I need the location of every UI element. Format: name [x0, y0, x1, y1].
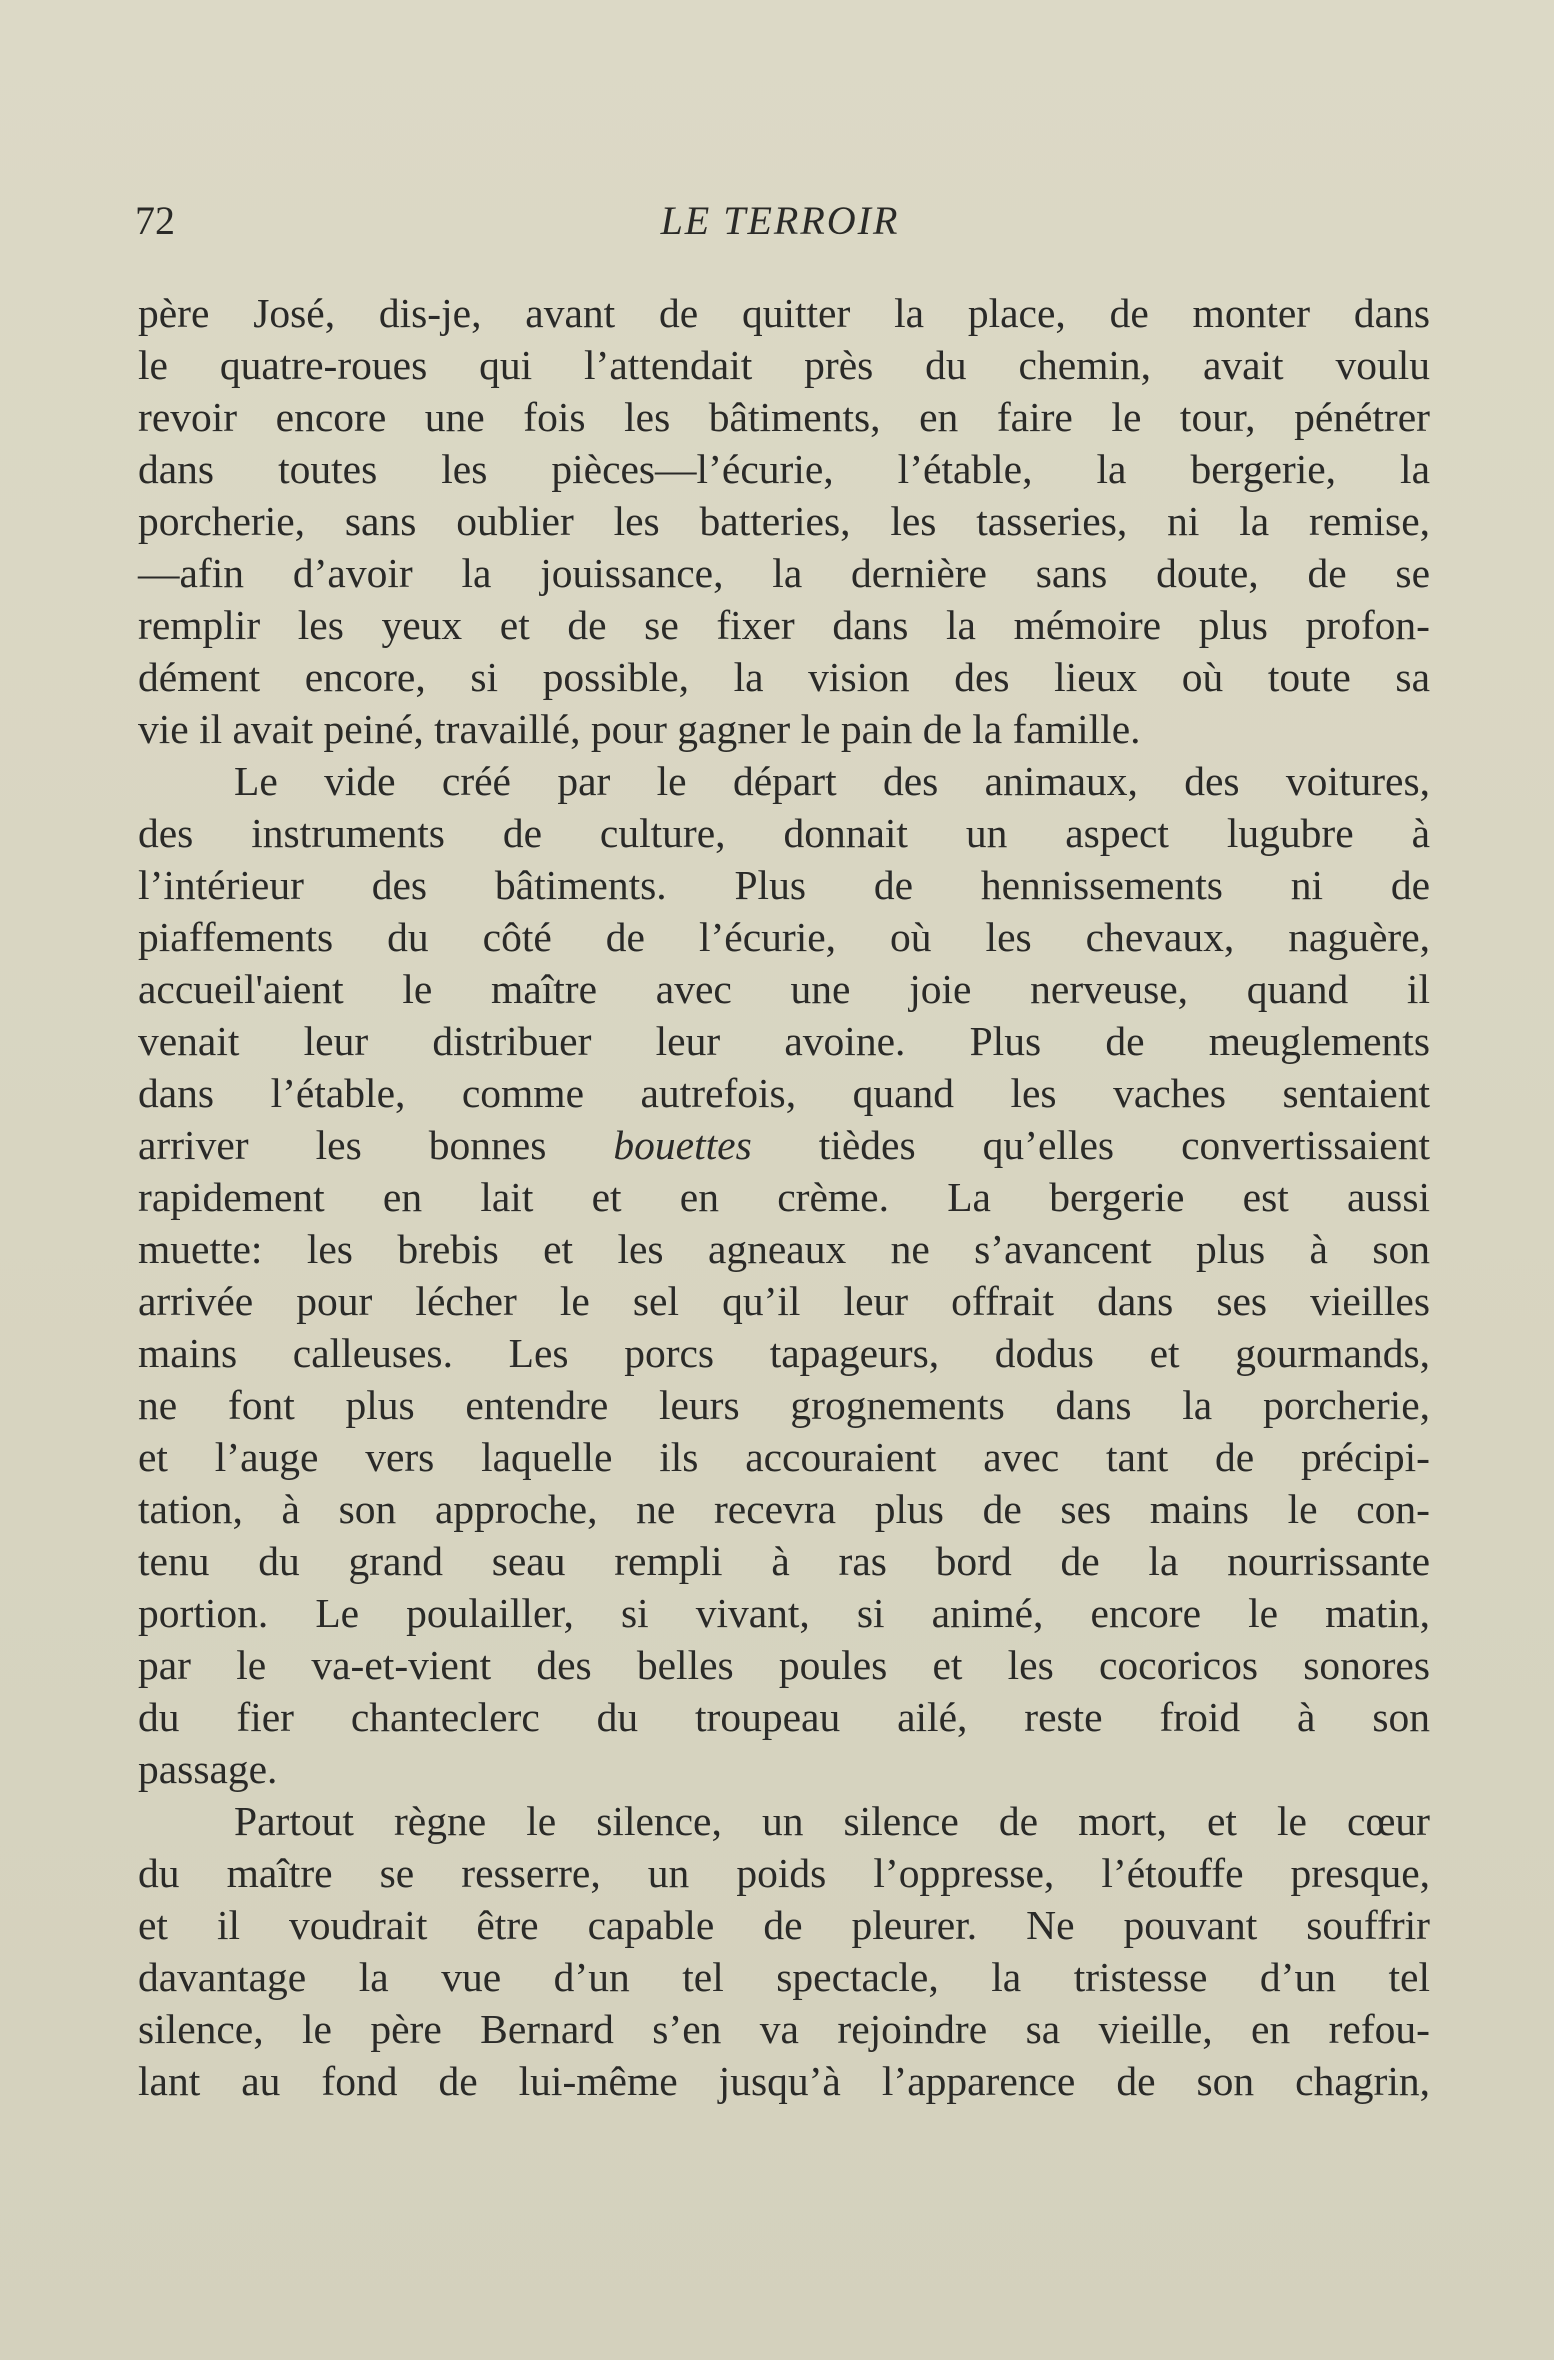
text-line: père José, dis-je, avant de quitter la place, de monter dans	[138, 290, 1430, 336]
text-line: vie il avait peiné, travaillé, pour gagner le pain de la famille.	[138, 706, 1141, 752]
paragraph	[138, 755, 1430, 1795]
text-line: revoir encore une fois les bâtiments, en faire le tour, pénétrer	[138, 394, 1430, 440]
text-line: remplir les yeux et de se fixer dans la mémoire plus profon-	[138, 602, 1430, 648]
text-line: tenu du grand seau rempli à ras bord de la nourrissante	[138, 1538, 1430, 1584]
text-line: passage.	[138, 1746, 278, 1792]
page-header	[135, 196, 1425, 246]
text-line: des instruments de culture, donnait un aspect lugubre à	[138, 810, 1430, 856]
text-line: et il voudrait être capable de pleurer. Ne pouvant souffrir	[138, 1902, 1430, 1948]
text-line: venait leur distribuer leur avoine. Plus de meuglements	[138, 1018, 1430, 1064]
text-line: le quatre-roues qui l’attendait près du chemin, avait voulu	[138, 342, 1430, 388]
text-line: dans l’étable, comme autrefois, quand les vaches sentaient	[138, 1070, 1430, 1116]
text-line: rapidement en lait et en crème. La bergerie est aussi	[138, 1174, 1430, 1220]
paragraph	[138, 287, 1430, 755]
text-line: porcherie, sans oublier les batteries, les tasseries, ni la remise,	[138, 498, 1430, 544]
text-line: lant au fond de lui-même jusqu’à l’apparence de son chagrin,	[138, 2058, 1430, 2104]
text-line: Partout règne le silence, un silence de mort, et le cœur	[234, 1798, 1430, 1844]
text-line: Le vide créé par le départ des animaux, des voitures,	[234, 758, 1430, 804]
text-line: silence, le père Bernard s’en va rejoindre sa vieille, en refou-	[138, 2006, 1430, 2052]
running-title: LE TERROIR	[660, 198, 900, 243]
text-line: du fier chanteclerc du troupeau ailé, reste froid à son	[138, 1694, 1430, 1740]
text-line: davantage la vue d’un tel spectacle, la tristesse d’un tel	[138, 1954, 1430, 2000]
text-line: —afin d’avoir la jouissance, la dernière sans doute, de se	[138, 550, 1430, 596]
text-line: dément encore, si possible, la vision des lieux où toute sa	[138, 654, 1430, 700]
paragraph	[138, 1795, 1430, 2107]
text-line: ne font plus entendre leurs grognements dans la porcherie,	[138, 1382, 1430, 1428]
text-line: arriver les bonnes bouettes tièdes qu’elles convertissaient	[138, 1122, 1430, 1168]
text-line: portion. Le poulailler, si vivant, si animé, encore le matin,	[138, 1590, 1430, 1636]
text-line: muette: les brebis et les agneaux ne s’avancent plus à son	[138, 1226, 1430, 1272]
text-line: mains calleuses. Les porcs tapageurs, dodus et gourmands,	[138, 1330, 1430, 1376]
page-number: 72	[135, 198, 175, 243]
text-line: dans toutes les pièces—l’écurie, l’étable, la bergerie, la	[138, 446, 1430, 492]
text-line: du maître se resserre, un poids l’oppresse, l’étouffe presque,	[138, 1850, 1430, 1896]
text-line: tation, à son approche, ne recevra plus de ses mains le con-	[138, 1486, 1430, 1532]
text-line: piaffements du côté de l’écurie, où les chevaux, naguère,	[138, 914, 1430, 960]
text-line: accueil'aient le maître avec une joie nerveuse, quand il	[138, 966, 1430, 1012]
text-line: l’intérieur des bâtiments. Plus de hennissements ni de	[138, 862, 1430, 908]
italic-word: bouettes	[613, 1122, 752, 1168]
text-line: par le va-et-vient des belles poules et les cocoricos sonores	[138, 1642, 1430, 1688]
text-line: et l’auge vers laquelle ils accouraient avec tant de précipi-	[138, 1434, 1430, 1480]
body-text	[138, 287, 1430, 2107]
text-line: arrivée pour lécher le sel qu’il leur offrait dans ses vieilles	[138, 1278, 1430, 1324]
